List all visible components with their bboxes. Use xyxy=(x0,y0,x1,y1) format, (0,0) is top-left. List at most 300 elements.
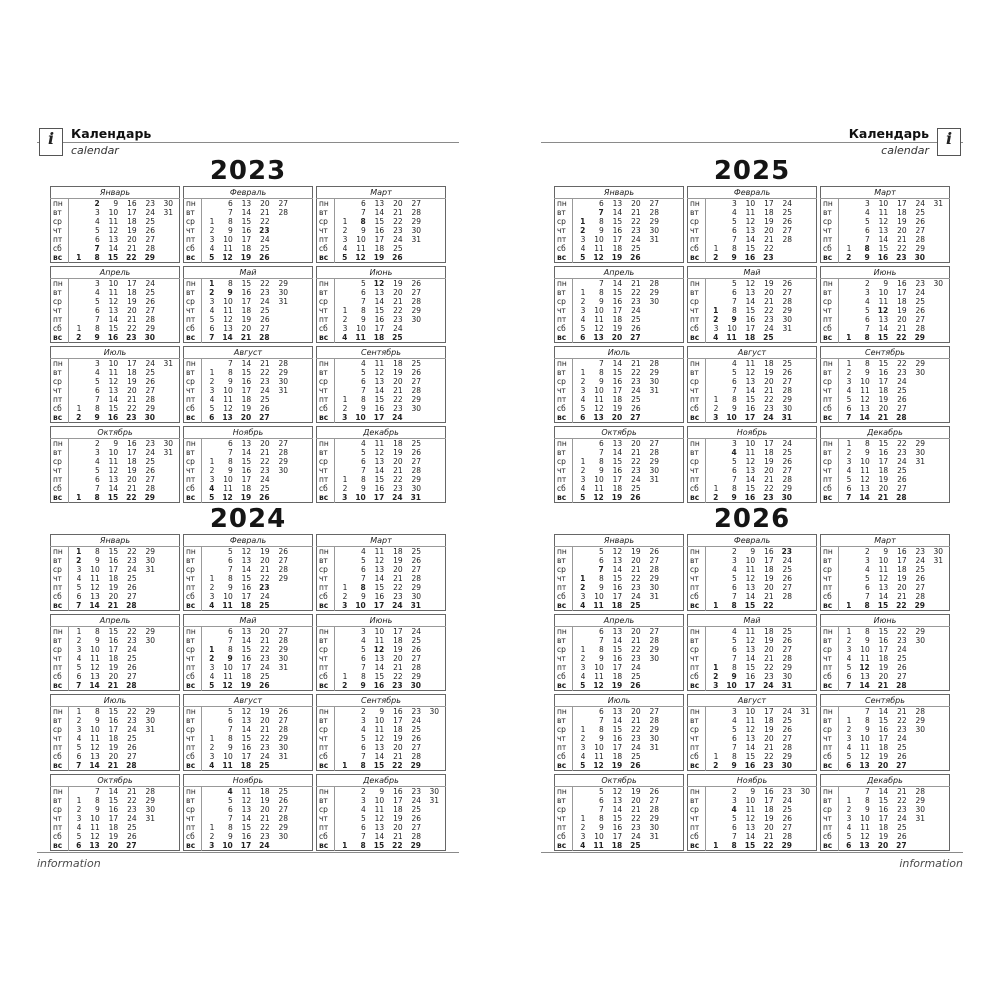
weekday-label: ср xyxy=(555,217,573,226)
day-cell: 21 xyxy=(107,681,119,690)
month-name: Март xyxy=(821,535,950,547)
weekday-label: пт xyxy=(51,475,69,484)
day-cell xyxy=(143,592,161,601)
year-title: 2024 xyxy=(209,504,287,534)
day-cell: 15 xyxy=(745,244,756,253)
day-cell: 7 xyxy=(598,448,604,457)
day-cell: 25 xyxy=(411,805,422,814)
day-cell xyxy=(202,805,220,814)
day-cell xyxy=(427,556,445,565)
day-cell: 7 xyxy=(360,297,366,306)
day-cell xyxy=(706,636,724,645)
day-cell: 10 xyxy=(594,235,604,244)
day-cell: 20 xyxy=(631,439,641,448)
day-cell xyxy=(931,761,949,771)
day-cell xyxy=(161,404,179,413)
weekday-label: вт xyxy=(821,796,839,805)
day-cell: 4 xyxy=(360,547,366,556)
day-cell xyxy=(294,601,312,611)
day-cell: 22 xyxy=(631,288,641,297)
day-cell: 10 xyxy=(860,457,870,466)
day-cell xyxy=(335,279,353,289)
day-cell: 30 xyxy=(800,787,810,796)
day-cell: 24 xyxy=(392,413,403,422)
day-cell: 15 xyxy=(878,244,889,253)
day-cell: 12 xyxy=(745,725,756,734)
weekday-label: чт xyxy=(821,386,839,395)
day-cell: 21 xyxy=(631,279,641,288)
day-cell: 21 xyxy=(877,413,889,422)
day-cell xyxy=(143,841,161,851)
day-cell: 6 xyxy=(731,226,737,235)
day-cell: 31 xyxy=(782,324,793,333)
day-cell xyxy=(931,306,949,315)
day-cell: 15 xyxy=(745,752,756,761)
month-name: Май xyxy=(688,615,817,627)
day-cell xyxy=(798,556,816,565)
day-cell: 16 xyxy=(241,743,252,752)
day-cell: 29 xyxy=(649,645,660,654)
day-cell: 11 xyxy=(878,565,889,574)
day-cell xyxy=(931,315,949,324)
weekday-label: вт xyxy=(51,636,69,645)
day-cell: 6 xyxy=(846,404,852,413)
day-cell xyxy=(276,672,294,681)
day-cell: 17 xyxy=(393,796,403,805)
weekday-label: ср xyxy=(184,565,202,574)
day-cell: 8 xyxy=(227,279,233,288)
day-cell: 5 xyxy=(94,226,100,235)
weekday-label: чт xyxy=(555,306,573,315)
month-name: Май xyxy=(184,267,313,279)
weekday-label: чт xyxy=(555,466,573,475)
day-cell: 29 xyxy=(649,725,660,734)
day-cell xyxy=(706,654,724,663)
day-cell: 17 xyxy=(612,743,623,752)
weekday-label: вт xyxy=(184,636,202,645)
day-cell: 10 xyxy=(594,475,604,484)
day-cell: 11 xyxy=(108,288,119,297)
day-cell xyxy=(294,823,312,832)
day-cell: 27 xyxy=(145,306,156,315)
day-cell: 21 xyxy=(107,601,119,610)
day-cell: 25 xyxy=(763,333,774,342)
day-cell xyxy=(573,707,591,717)
day-cell: 5 xyxy=(731,457,737,466)
weekday-label: пт xyxy=(317,475,335,484)
weekday-label: чт xyxy=(51,306,69,315)
day-cell: 4 xyxy=(342,244,348,253)
day-cell xyxy=(573,805,591,814)
day-cell xyxy=(335,823,353,832)
day-cell xyxy=(294,235,312,244)
weekday-label: пт xyxy=(317,663,335,672)
day-cell xyxy=(706,565,724,574)
day-cell: 17 xyxy=(878,457,889,466)
day-cell xyxy=(409,413,427,423)
day-cell: 20 xyxy=(260,805,270,814)
day-cell: 19 xyxy=(764,814,774,823)
day-cell xyxy=(427,235,445,244)
day-cell xyxy=(143,672,161,681)
weekday-label: ср xyxy=(317,297,335,306)
day-cell: 7 xyxy=(76,761,82,770)
day-cell: 14 xyxy=(89,681,100,690)
weekday-label: вт xyxy=(317,716,335,725)
day-cell xyxy=(798,592,816,601)
day-cell: 3 xyxy=(731,796,737,805)
header-title: Календарь xyxy=(71,126,152,141)
day-cell xyxy=(161,787,179,797)
day-cell: 7 xyxy=(209,333,215,342)
day-cell xyxy=(143,663,161,672)
day-cell: 11 xyxy=(90,823,100,832)
day-cell xyxy=(798,601,816,611)
day-cell: 20 xyxy=(108,752,119,761)
day-cell: 20 xyxy=(764,734,774,743)
day-cell: 27 xyxy=(897,484,907,493)
weekday-label: пн xyxy=(51,279,69,289)
day-cell: 1 xyxy=(713,395,719,404)
day-cell: 21 xyxy=(127,787,137,796)
weekday-label: пн xyxy=(821,439,839,449)
day-cell: 28 xyxy=(411,832,422,841)
day-cell: 17 xyxy=(612,592,623,601)
day-cell: 11 xyxy=(594,672,604,681)
day-cell: 25 xyxy=(278,787,289,796)
day-cell xyxy=(294,752,312,761)
day-cell: 20 xyxy=(260,439,270,448)
day-cell: 6 xyxy=(846,841,852,850)
day-cell: 20 xyxy=(241,324,252,333)
day-cell: 24 xyxy=(393,324,403,333)
day-cell xyxy=(665,359,683,369)
day-cell xyxy=(913,466,931,475)
day-cell: 13 xyxy=(859,841,870,850)
day-cell: 30 xyxy=(649,654,660,663)
day-cell: 5 xyxy=(731,574,737,583)
day-cell xyxy=(665,761,683,771)
day-cell: 25 xyxy=(631,484,641,493)
day-cell: 15 xyxy=(241,217,252,226)
weekday-label: пт xyxy=(184,235,202,244)
day-cell: 28 xyxy=(411,466,422,475)
day-cell xyxy=(294,466,312,475)
day-cell: 4 xyxy=(713,333,719,342)
day-cell: 13 xyxy=(745,823,756,832)
day-cell xyxy=(798,359,816,369)
day-cell xyxy=(665,324,683,333)
day-cell: 23 xyxy=(145,199,156,208)
day-cell: 13 xyxy=(612,627,623,636)
day-cell: 16 xyxy=(393,787,403,796)
month-calendar xyxy=(687,186,817,263)
weekday-label: сб xyxy=(555,484,573,493)
day-cell: 25 xyxy=(897,386,907,395)
day-cell: 4 xyxy=(360,359,366,368)
weekday-label: вт xyxy=(688,448,706,457)
day-cell: 30 xyxy=(933,279,943,288)
day-cell xyxy=(294,324,312,333)
day-cell: 9 xyxy=(94,556,100,565)
day-cell xyxy=(202,565,220,574)
day-cell xyxy=(202,725,220,734)
day-cell: 27 xyxy=(278,556,289,565)
day-cell: 12 xyxy=(241,547,252,556)
day-cell xyxy=(294,306,312,315)
weekday-label: пт xyxy=(184,395,202,404)
day-cell: 1 xyxy=(580,725,586,734)
day-cell xyxy=(294,368,312,377)
day-cell xyxy=(647,324,665,333)
day-cell: 12 xyxy=(241,796,252,805)
weekday-label: пн xyxy=(184,439,202,449)
day-cell: 31 xyxy=(649,592,660,601)
day-cell: 27 xyxy=(411,565,422,574)
weekday-label: ср xyxy=(821,725,839,734)
day-cell: 5 xyxy=(580,404,586,413)
day-cell xyxy=(706,814,724,823)
weekday-label: ср xyxy=(555,457,573,466)
weekday-label: чт xyxy=(184,814,202,823)
day-cell: 23 xyxy=(782,787,793,796)
day-cell: 17 xyxy=(393,716,403,725)
day-cell xyxy=(931,368,949,377)
weekday-label: вс xyxy=(821,493,839,503)
day-cell: 2 xyxy=(209,377,215,386)
day-cell: 7 xyxy=(864,324,870,333)
day-cell: 16 xyxy=(127,199,137,208)
weekday-label: чт xyxy=(184,734,202,743)
day-cell xyxy=(913,761,931,771)
year-block xyxy=(541,156,963,504)
day-cell: 6 xyxy=(598,199,604,208)
day-cell: 7 xyxy=(227,814,233,823)
day-cell: 8 xyxy=(598,288,604,297)
weekday-label: вс xyxy=(317,841,335,851)
day-cell xyxy=(143,681,161,691)
month-calendar xyxy=(687,614,817,691)
day-cell: 13 xyxy=(745,734,756,743)
day-cell: 27 xyxy=(782,466,793,475)
day-cell: 10 xyxy=(355,601,366,610)
day-cell: 24 xyxy=(897,377,907,386)
day-cell: 24 xyxy=(145,208,156,217)
weekday-label: пт xyxy=(688,235,706,244)
day-cell: 14 xyxy=(745,235,756,244)
day-cell xyxy=(427,841,445,851)
day-cell: 27 xyxy=(145,235,156,244)
day-cell: 9 xyxy=(113,199,119,208)
day-cell: 5 xyxy=(76,743,82,752)
day-cell: 17 xyxy=(241,386,252,395)
month-name: Сентябрь xyxy=(317,695,446,707)
weekday-label: вс xyxy=(555,333,573,343)
month-name: Декабрь xyxy=(821,775,950,787)
day-cell xyxy=(931,583,949,592)
day-cell: 1 xyxy=(713,841,719,850)
day-cell xyxy=(931,663,949,672)
day-cell: 17 xyxy=(744,413,756,422)
day-cell: 9 xyxy=(598,226,604,235)
day-cell: 4 xyxy=(94,368,100,377)
day-cell: 5 xyxy=(846,475,852,484)
day-cell: 2 xyxy=(342,226,348,235)
day-cell: 4 xyxy=(731,208,737,217)
day-cell: 2 xyxy=(342,484,348,493)
day-cell xyxy=(294,475,312,484)
weekday-label: чт xyxy=(184,386,202,395)
day-cell: 11 xyxy=(108,457,119,466)
day-cell: 28 xyxy=(782,297,793,306)
day-cell: 1 xyxy=(580,217,586,226)
weekday-label: чт xyxy=(51,814,69,823)
month-calendar xyxy=(316,694,446,771)
day-cell: 31 xyxy=(163,359,173,368)
day-cell xyxy=(161,752,179,761)
day-cell: 4 xyxy=(360,805,366,814)
day-cell: 27 xyxy=(411,743,422,752)
day-cell: 7 xyxy=(76,681,82,690)
day-cell: 30 xyxy=(429,707,439,716)
day-cell: 1 xyxy=(580,457,586,466)
day-cell: 23 xyxy=(260,654,270,663)
day-cell: 14 xyxy=(612,359,623,368)
day-cell: 18 xyxy=(108,574,119,583)
day-cell: 19 xyxy=(127,297,137,306)
weekday-label: вт xyxy=(51,288,69,297)
day-cell xyxy=(665,395,683,404)
day-cell: 25 xyxy=(782,805,793,814)
weekday-label: вс xyxy=(184,413,202,423)
month-name: Январь xyxy=(51,187,180,199)
day-cell: 6 xyxy=(846,672,852,681)
month-calendar xyxy=(554,774,684,851)
day-cell: 5 xyxy=(94,377,100,386)
day-cell: 11 xyxy=(745,716,756,725)
day-cell: 18 xyxy=(897,208,907,217)
day-cell: 19 xyxy=(878,832,889,841)
day-cell: 21 xyxy=(393,574,403,583)
weekday-label: вс xyxy=(51,601,69,611)
day-cell xyxy=(931,716,949,725)
weekday-label: вс xyxy=(555,413,573,423)
day-cell: 23 xyxy=(260,832,270,841)
month-calendar xyxy=(316,426,446,503)
day-cell xyxy=(839,547,857,557)
day-cell: 20 xyxy=(393,565,403,574)
day-cell: 5 xyxy=(209,681,215,690)
day-cell: 22 xyxy=(631,814,641,823)
day-cell xyxy=(294,681,312,691)
day-cell: 14 xyxy=(878,592,889,601)
month-calendar xyxy=(687,426,817,503)
month-name: Июль xyxy=(555,695,684,707)
day-cell xyxy=(798,217,816,226)
day-cell: 28 xyxy=(649,716,660,725)
day-cell: 27 xyxy=(782,645,793,654)
day-cell: 20 xyxy=(878,672,889,681)
day-cell: 17 xyxy=(744,681,756,690)
day-cell xyxy=(665,368,683,377)
day-cell: 18 xyxy=(393,725,403,734)
day-cell xyxy=(69,484,87,493)
day-cell: 16 xyxy=(241,226,252,235)
day-cell: 14 xyxy=(108,395,119,404)
day-cell: 1 xyxy=(342,217,348,226)
month-name: Ноябрь xyxy=(184,427,313,439)
day-cell xyxy=(276,217,294,226)
weekday-label: вс xyxy=(51,333,69,343)
day-cell: 9 xyxy=(94,716,100,725)
day-cell: 28 xyxy=(278,636,289,645)
day-cell: 23 xyxy=(631,466,641,475)
day-cell: 15 xyxy=(107,493,119,502)
day-cell: 7 xyxy=(846,413,852,422)
day-cell xyxy=(573,716,591,725)
day-cell xyxy=(839,279,857,289)
day-cell: 16 xyxy=(107,333,119,342)
day-cell: 15 xyxy=(374,395,385,404)
day-cell: 22 xyxy=(127,547,137,556)
day-cell xyxy=(706,734,724,743)
day-cell: 17 xyxy=(764,199,774,208)
day-cell: 24 xyxy=(127,814,137,823)
day-cell xyxy=(427,377,445,386)
weekday-label: чт xyxy=(184,226,202,235)
day-cell xyxy=(647,306,665,315)
day-cell: 3 xyxy=(731,199,737,208)
day-cell: 24 xyxy=(411,716,422,725)
day-cell: 28 xyxy=(782,386,793,395)
day-cell: 19 xyxy=(897,306,907,315)
weekday-label: пн xyxy=(555,707,573,717)
day-cell: 5 xyxy=(864,306,870,315)
day-cell xyxy=(335,663,353,672)
day-cell: 9 xyxy=(227,832,233,841)
day-cell: 25 xyxy=(782,448,793,457)
day-cell: 10 xyxy=(108,208,119,217)
day-cell: 16 xyxy=(108,636,119,645)
month-name: Ноябрь xyxy=(184,775,313,787)
weekday-label: пт xyxy=(688,743,706,752)
day-cell: 11 xyxy=(223,484,233,493)
day-cell xyxy=(706,787,724,797)
day-cell: 26 xyxy=(259,253,270,262)
weekday-label: сб xyxy=(184,592,202,601)
day-cell xyxy=(931,448,949,457)
day-cell: 17 xyxy=(241,235,252,244)
weekday-label: пн xyxy=(184,707,202,717)
day-cell: 4 xyxy=(76,823,82,832)
day-cell: 22 xyxy=(763,601,774,610)
day-cell: 18 xyxy=(611,841,623,850)
day-cell: 15 xyxy=(744,601,756,610)
header-text xyxy=(71,126,459,157)
day-cell: 2 xyxy=(209,743,215,752)
day-cell: 22 xyxy=(126,253,137,262)
day-cell xyxy=(161,565,179,574)
day-cell: 14 xyxy=(745,592,756,601)
day-cell: 20 xyxy=(393,288,403,297)
day-cell xyxy=(798,404,816,413)
day-cell xyxy=(798,805,816,814)
day-cell: 5 xyxy=(94,466,100,475)
day-cell: 31 xyxy=(278,386,289,395)
day-cell: 27 xyxy=(259,413,270,422)
day-cell xyxy=(931,841,949,851)
day-cell: 23 xyxy=(897,368,907,377)
